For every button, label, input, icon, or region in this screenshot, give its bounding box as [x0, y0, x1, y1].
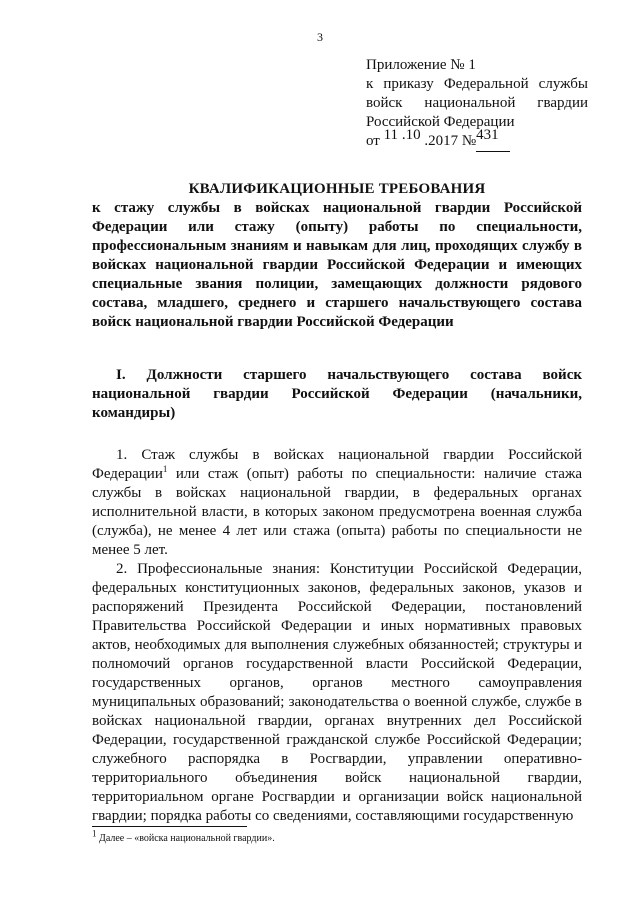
- order-number-field: [476, 127, 510, 152]
- footnote-number: 1: [92, 828, 97, 839]
- paragraph-1-start: 1. Стаж службы в войсках национальной гвардии Российской Федерации: [92, 447, 582, 482]
- footnote: [92, 828, 582, 845]
- order-day: 11: [383, 127, 399, 143]
- body-text: [92, 446, 582, 826]
- appendix-country: Российской Федерации: [366, 114, 515, 130]
- order-number: 431: [476, 127, 499, 143]
- paragraph-2: 2. Профессиональные знания: Конституции Российской Федерации, федеральных конституционных законов, федеральных законов, указов и распоряжений Президента Российской Федерации, постановлений Правительства Российской Федерации и иных нормативных правовых актов, необходимых для выполнения служебных обязанностей; структуры и полномочий органов государственной власти Российской Федерации, государственных органов, органов местного самоуправления муниципальных образований; законодательства о военной службе, службе в войсках национальной гвардии, органах внутренних дел Российской Федерации, государственной гражданской службе Российской Федерации; служебного распорядка в Росгвардии, управлении оперативно-территориального объединения войск национальной гвардии, территориальном органе Росгвардии и организации войск национальной гвардии; порядка работы со сведениями, составляющими государственную: [92, 561, 582, 824]
- footnote-divider: [92, 826, 247, 827]
- footnote-marker: 1: [162, 464, 168, 474]
- order-year: .2017 №: [424, 133, 477, 149]
- appendix-block: [366, 56, 588, 152]
- appendix-date-line: [366, 127, 588, 152]
- appendix-order-ref: к приказу Федеральной службы: [366, 76, 588, 92]
- date-prefix: от: [366, 133, 380, 149]
- paragraph-1: [92, 446, 582, 560]
- footnote-text: Далее – «войска национальной гвардии».: [96, 833, 275, 844]
- paragraph-1-rest: или стаж (опыт) работы по специальности: наличие стажа службы в войсках национальной гвардии, в федеральных органах исполнительной власти, в которых законом предусмотрена военная служба (служба), не менее 4 лет или стажа (опыта) работы по специальности не менее 5 лет.: [92, 466, 582, 558]
- appendix-title: Приложение № 1: [366, 57, 476, 73]
- appendix-service-name: войск национальной гвардии: [366, 95, 588, 111]
- document-title: [92, 180, 582, 332]
- title-heading: КВАЛИФИКАЦИОННЫЕ ТРЕБОВАНИЯ: [188, 181, 486, 197]
- page-number: 3: [317, 30, 323, 44]
- order-month: .10: [401, 127, 421, 143]
- section-heading: I. Должности старшего начальствующего состава войск национальной гвардии Российской Федерации (начальники, командиры): [92, 367, 582, 421]
- title-subtitle: к стажу службы в войсках национальной гвардии Российской Федерации или стажу (опыту) работы по специальности, профессиональным знаниям и навыкам для лиц, проходящих службу в войсках национальной гвардии Российской Федерации и имеющих специальные звания полиции, замещающих должности рядового состава, младшего, среднего и старшего начальствующего состава войск национальной гвардии Российской Федерации: [92, 200, 582, 330]
